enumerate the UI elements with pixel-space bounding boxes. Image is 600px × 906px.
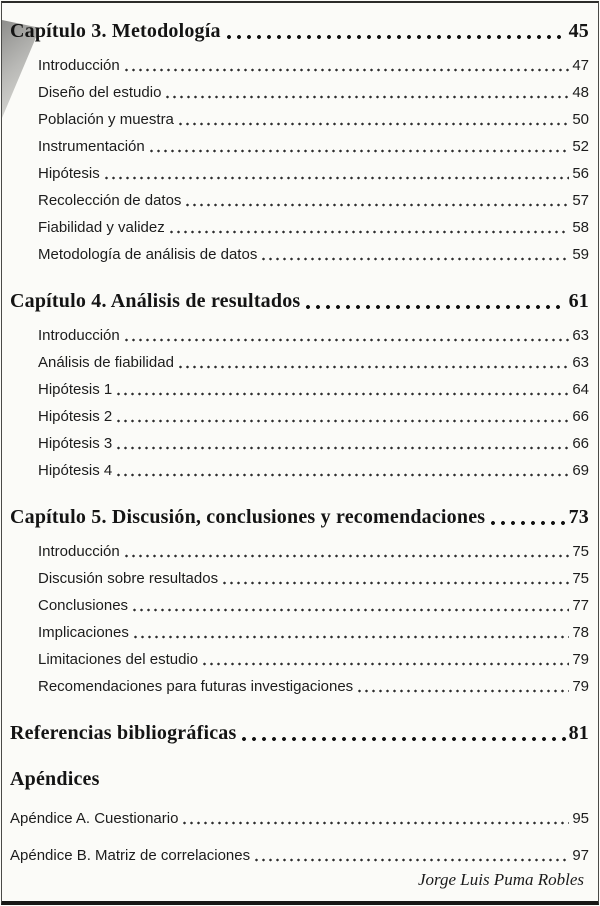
toc-entry-row [10,79,589,106]
leader-dots [224,24,566,44]
page-number: 75 [572,570,589,587]
toc-heading-row [10,720,589,746]
toc-entry-row [10,592,589,619]
toc-entry-row [10,800,589,837]
page-number: 45 [568,20,589,42]
page-number: 79 [572,678,589,695]
toc-entry-row [10,133,589,160]
page-number: 66 [572,435,589,452]
toc-section [10,766,589,874]
page-number: 56 [572,165,589,182]
toc-entry-label: Implicaciones [38,624,129,641]
page-number: 48 [572,84,589,101]
author-name: Jorge Luis Puma Robles [417,870,584,889]
leader-dots [177,116,569,128]
page-number: 59 [572,246,589,263]
toc-entry-label: Fiabilidad y validez [38,219,165,236]
toc-heading-label: Capítulo 5. Discusión, conclusiones y recomendaciones [10,506,486,528]
toc-entry-row [10,673,589,700]
leader-dots [164,89,569,101]
leader-dots [123,548,570,560]
page-number: 75 [572,543,589,560]
leader-dots [488,510,565,530]
toc-entry-row [10,565,589,592]
toc-entry-label: Metodología de análisis de datos [38,246,258,263]
leader-dots [356,683,569,695]
leader-dots [115,413,569,425]
toc-entry-row [10,187,589,214]
toc-heading-row [10,504,589,530]
toc-entry-row [10,403,589,430]
toc-entry-row [10,322,589,349]
toc-entry-label: Hipótesis 1 [38,381,113,398]
toc-entry-label: Diseño del estudio [38,84,162,101]
toc-section [10,288,589,484]
leader-dots [201,656,569,668]
leader-dots [103,170,570,182]
page-number: 66 [572,408,589,425]
toc-entry-row [10,457,589,484]
leader-dots [115,386,569,398]
toc-entry-row [10,538,589,565]
leader-dots [131,602,569,614]
toc-entry-label: Hipótesis [38,165,100,182]
toc-entry-row [10,619,589,646]
toc-entry-row [10,646,589,673]
toc-entry-row [10,430,589,457]
leader-dots [184,197,569,209]
page-number: 58 [572,219,589,236]
toc-section [10,504,589,700]
toc-entry-label: Limitaciones del estudio [38,651,199,668]
toc-entry-label: Introducción [38,543,120,560]
leader-dots [123,332,570,344]
leader-dots [148,143,570,155]
page-number: 50 [572,111,589,128]
page-number: 63 [572,354,589,371]
leader-dots [239,726,565,746]
toc-entry-label: Hipótesis 2 [38,408,113,425]
leader-dots [168,224,570,236]
toc-entry-row [10,214,589,241]
leader-dots [260,251,569,263]
page-number: 69 [572,462,589,479]
page-number: 97 [572,847,589,864]
page-number: 61 [568,290,589,312]
toc-entry-row [10,106,589,133]
toc-heading-label: Referencias bibliográficas [10,722,237,744]
toc-heading-row [10,18,589,44]
leader-dots [177,359,569,371]
toc-heading-label: Apéndices [10,768,100,790]
page-number: 47 [572,57,589,74]
toc [10,18,589,874]
toc-entry-label: Apéndice A. Cuestionario [10,810,179,827]
toc-entry-label: Instrumentación [38,138,145,155]
leader-dots [132,629,569,641]
page-number: 52 [572,138,589,155]
page-number: 77 [572,597,589,614]
leader-dots [303,294,565,314]
toc-entry-row [10,837,589,874]
page-number: 73 [568,506,589,528]
toc-heading-label: Capítulo 3. Metodología [10,20,221,42]
toc-entry-label: Introducción [38,57,120,74]
leader-dots [253,852,569,864]
leader-dots [115,467,569,479]
leader-dots [123,62,570,74]
toc-entry-row [10,241,589,268]
toc-entry-row [10,160,589,187]
leader-dots [115,440,569,452]
page-number: 64 [572,381,589,398]
page-number: 63 [572,327,589,344]
toc-heading-label: Capítulo 4. Análisis de resultados [10,290,301,312]
toc-section [10,720,589,746]
page-number: 95 [572,810,589,827]
toc-entry-label: Apéndice B. Matriz de correlaciones [10,847,251,864]
toc-entry-label: Hipótesis 3 [38,435,113,452]
toc-entry-label: Recomendaciones para futuras investigaciones [38,678,354,695]
toc-entry-row [10,349,589,376]
toc-entry-label: Introducción [38,327,120,344]
toc-entry-row [10,376,589,403]
toc-entry-label: Hipótesis 4 [38,462,113,479]
toc-section [10,18,589,268]
toc-entry-label: Conclusiones [38,597,129,614]
toc-entry-row [10,52,589,79]
page-number: 57 [572,192,589,209]
leader-dots [221,575,569,587]
toc-entry-label: Recolección de datos [38,192,182,209]
page-number: 78 [572,624,589,641]
toc-entry-label: Discusión sobre resultados [38,570,219,587]
page-number: 79 [572,651,589,668]
leader-dots [181,815,569,827]
page-number: 81 [568,722,589,744]
toc-entry-label: Población y muestra [38,111,174,128]
toc-entry-label: Análisis de fiabilidad [38,354,174,371]
toc-heading-row [10,766,589,792]
toc-heading-row [10,288,589,314]
